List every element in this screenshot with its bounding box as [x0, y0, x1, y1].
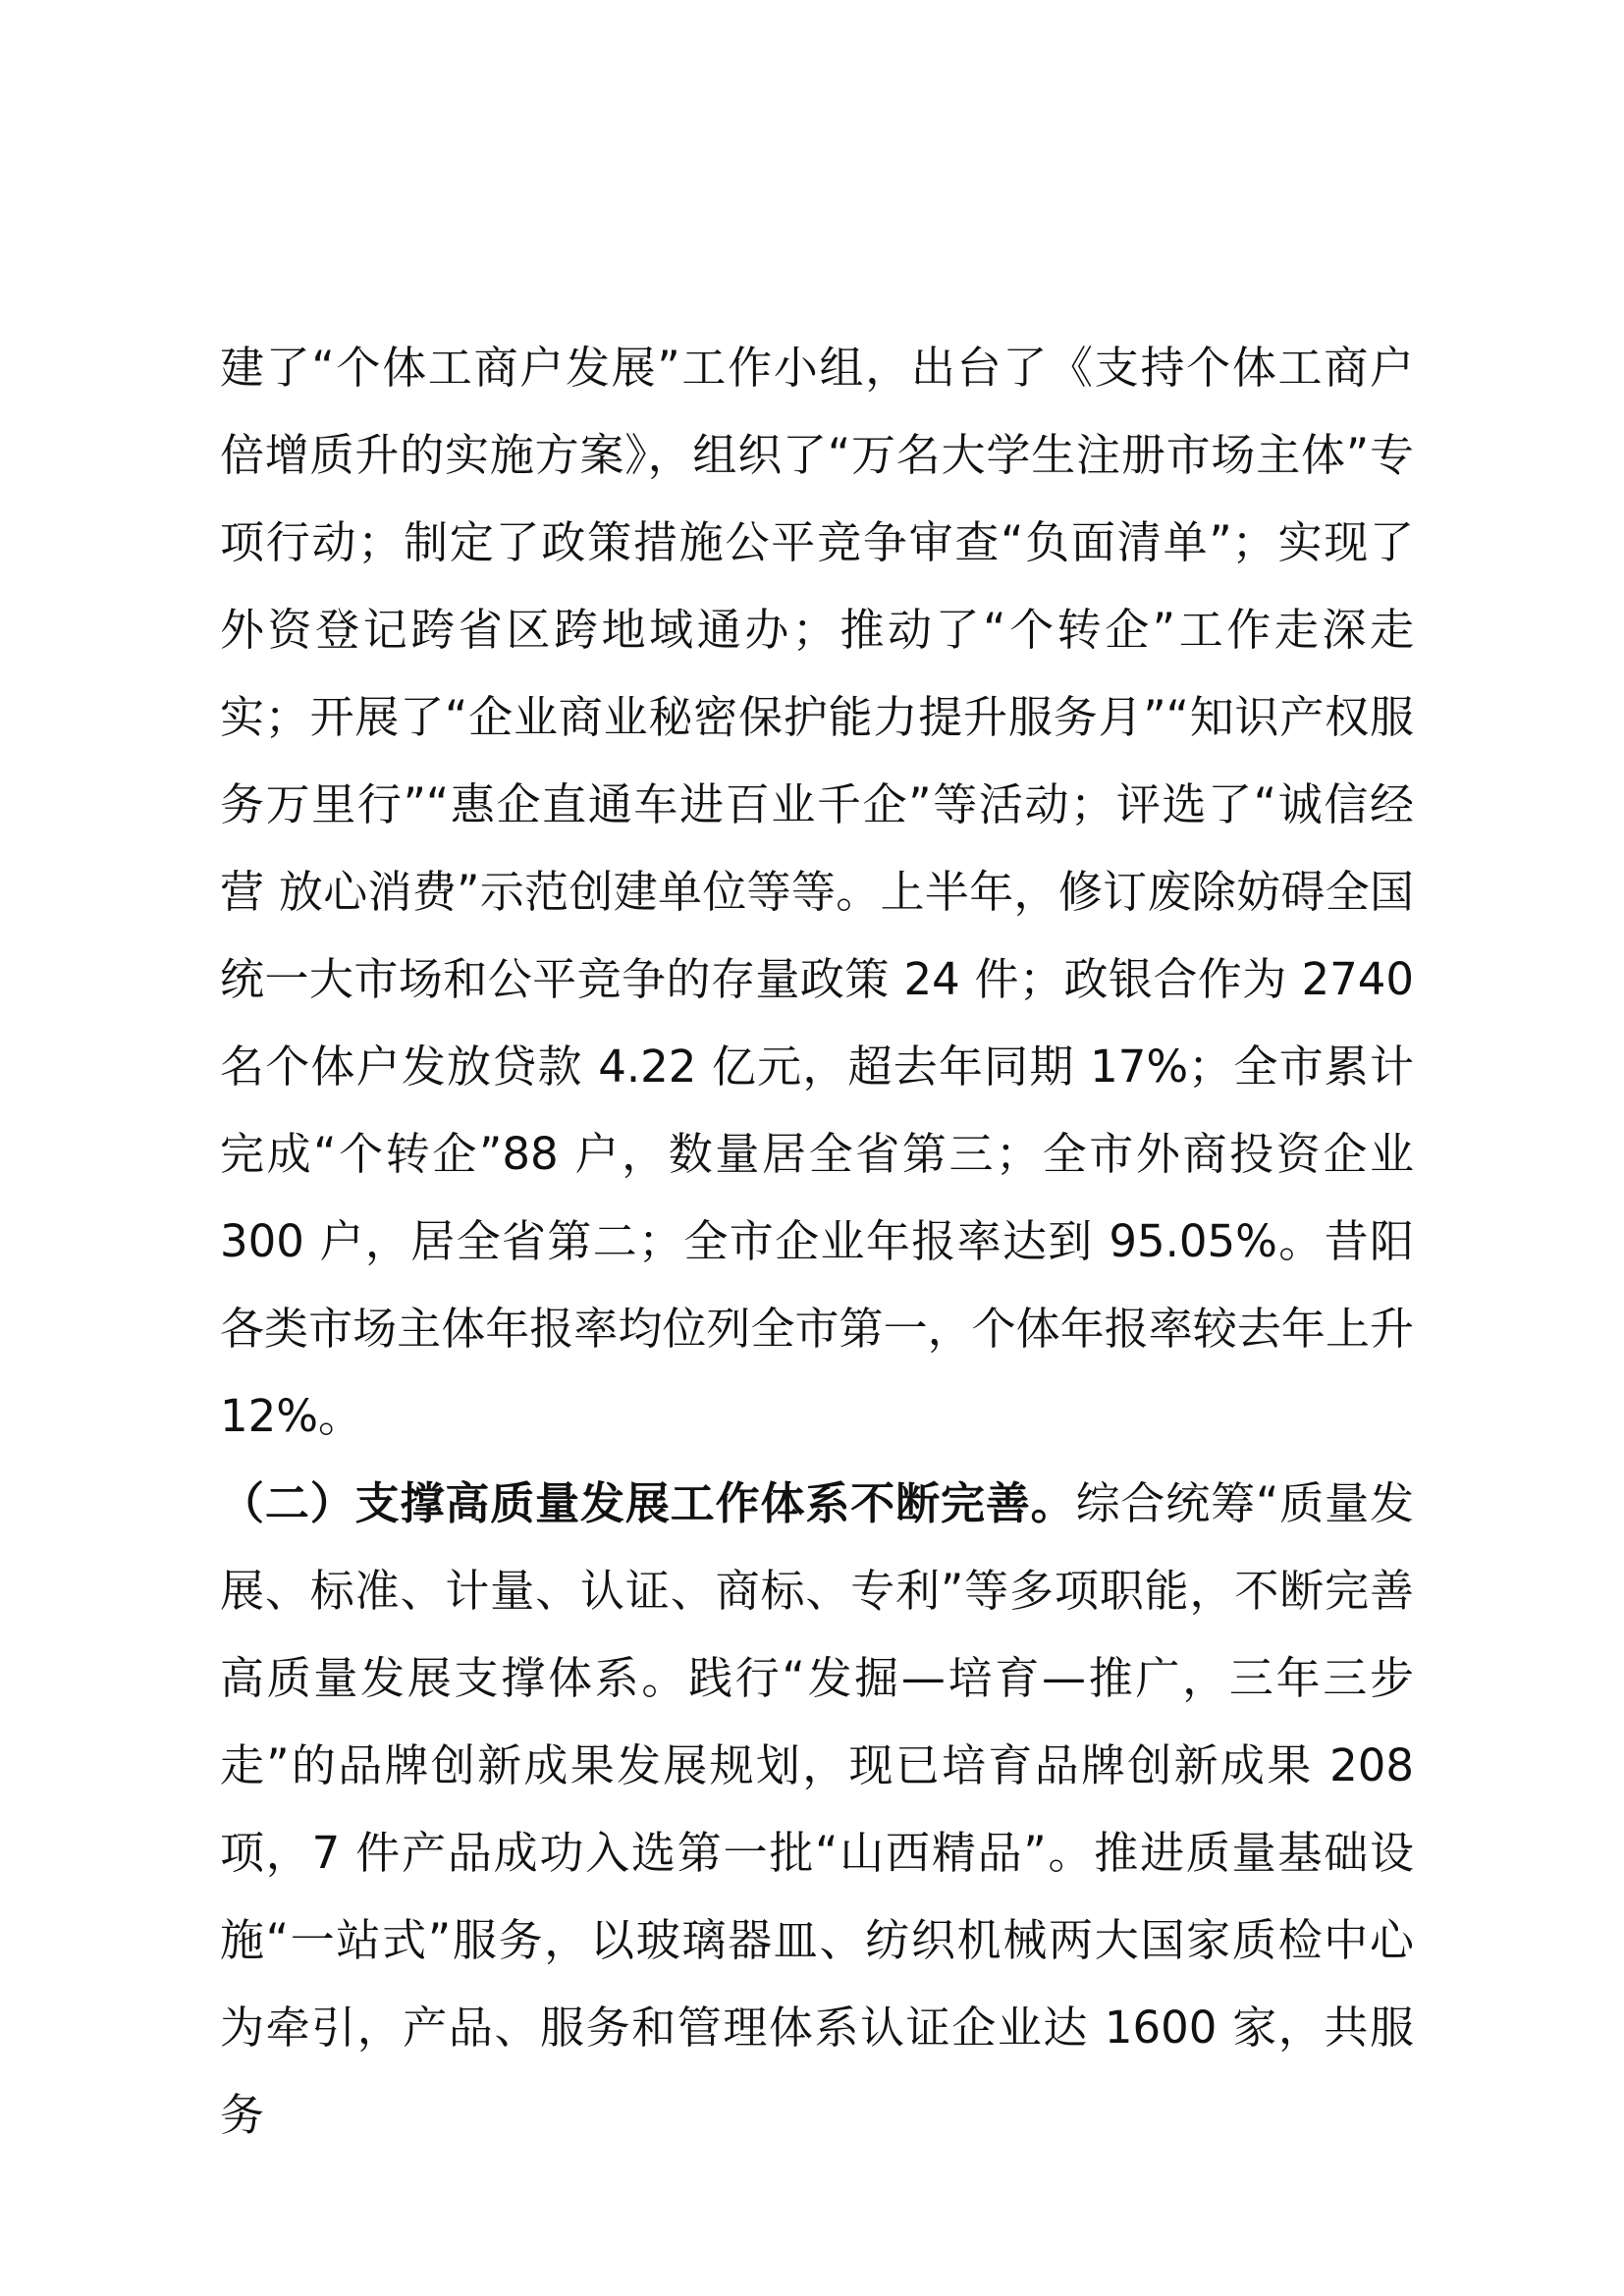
paragraph-1-text: 建了“个体工商户发展”工作小组，出台了《支持个体工商户倍增质升的实施方案》，组织了“万名大学生注册市场主体”专项行动；制定了政策措施公平竞争审查“负面清单”；实现了外资登记跨省区跨地域通办；推动了“个转企”工作走深走实；开展了“企业商业秘密保护能力提升服务月”“知识产权服务万里行”“惠企直通车进百业千企”等活动；评选了“诚信经营 放心消费”示范创建单位等等。上半年，修订废除妨碍全国统一大市场和公平竞争的存量政策 24 件；政银合作为 2740 名个体户发放贷款 4.22 亿元，超去年同期 17%；全市累计完成“个转企”88 户，数量居全省第三；全市外商投资企业 300 户，居全省第二；全市企业年报率达到 95.05%。昔阳各类市场主体年报率均位列全市第一，个体年报率较去年上升 12%。: [220, 342, 1414, 1442]
paragraph-1: [220, 324, 1414, 1460]
paragraph-2: [220, 1460, 1414, 2159]
paragraph-2-text: 综合统筹“质量发展、标准、计量、认证、商标、专利”等多项职能，不断完善高质量发展支撑体系。践行“发掘—培育—推广，三年三步走”的品牌创新成果发展规划，现已培育品牌创新成果 208 项，7 件产品成功入选第一批“山西精品”。推进质量基础设施“一站式”服务，以玻璃器皿、纺织机械两大国家质检中心为牵引，产品、服务和管理体系认证企业达 1600 家，共服务: [220, 1477, 1414, 2141]
section-heading-2: （二）支撑高质量发展工作体系不断完善。: [220, 1477, 1076, 1529]
document-body: [220, 324, 1414, 2159]
